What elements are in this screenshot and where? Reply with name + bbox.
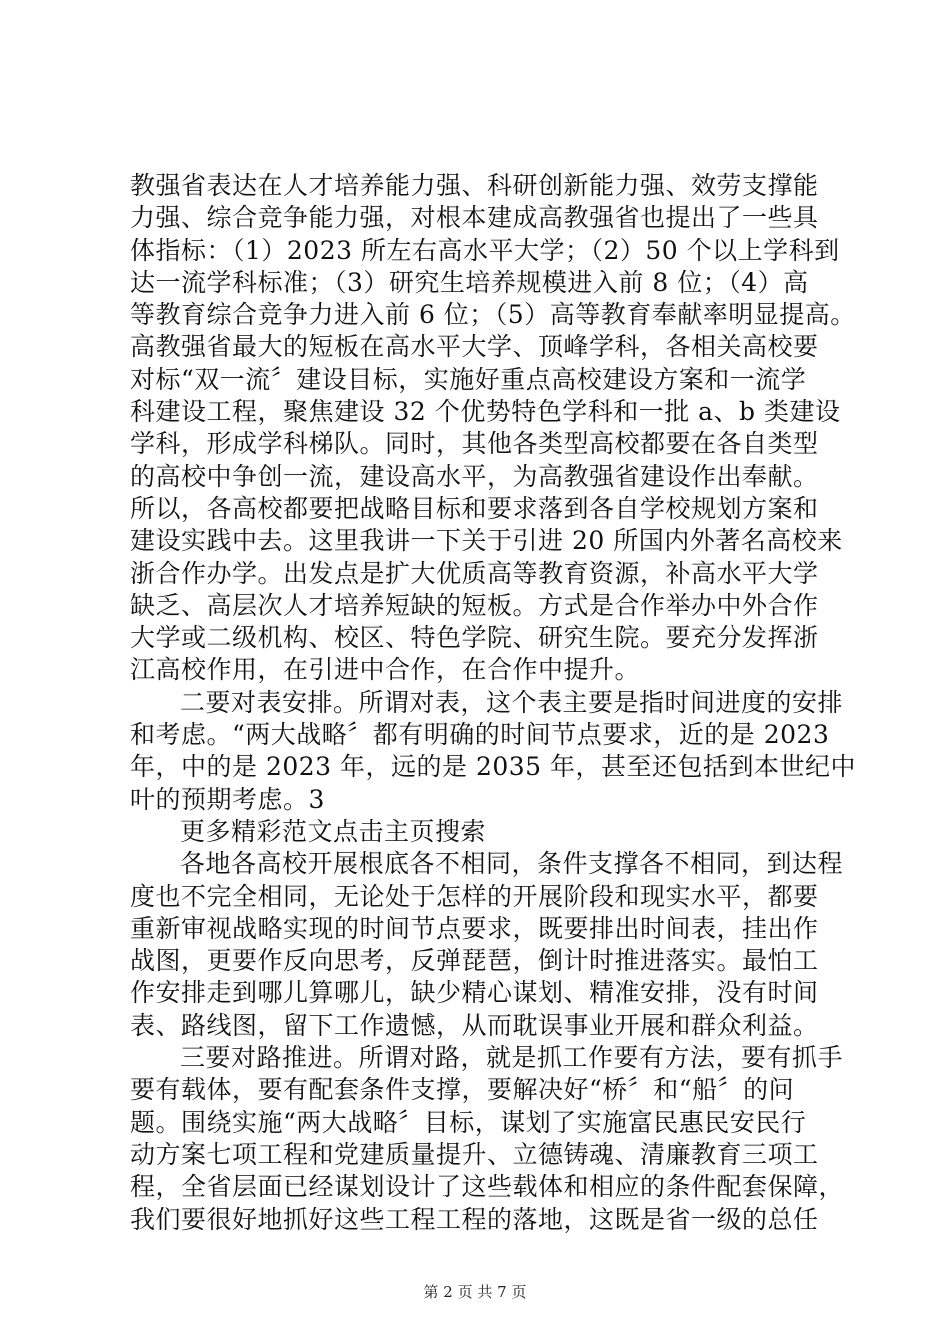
paragraph-start-line: 各地各高校开展根底各不相同，条件支撑各不相同，到达程 xyxy=(180,849,844,879)
text-line: 科建设工程，聚焦建设 32 个优势特色学科和一批 a、b 类建设 xyxy=(130,397,841,427)
text-line: 表、路线图，留下工作遗憾，从而耽误事业开展和群众利益。 xyxy=(130,1010,819,1040)
page-number-footer: 第 2 页 共 7 页 xyxy=(423,1283,527,1301)
text-line: 体指标：（1）2023 所左右高水平大学；（2）50 个以上学科到 xyxy=(130,235,840,265)
paragraph-start-line: 二要对表安排。所谓对表，这个表主要是指时间进度的安排 xyxy=(180,687,844,717)
text-line: 高教强省最大的短板在高水平大学、顶峰学科，各相关高校要 xyxy=(130,332,819,362)
text-line: 达一流学科标准；（3）研究生培养规模进入前 8 位；（4）高 xyxy=(130,267,809,297)
more-articles-note: 更多精彩范文点击主页搜索 xyxy=(180,816,487,846)
text-line: 动方案七项工程和党建质量提升、立德铸魂、清廉教育三项工 xyxy=(130,1139,819,1169)
text-line: 年，中的是 2023 年，远的是 2035 年，甚至还包括到本世纪中 xyxy=(130,752,857,782)
text-line: 大学或二级机构、校区、特色学院、研究生院。要充分发挥浙 xyxy=(130,623,819,653)
text-line: 的高校中争创一流，建设高水平，为高教强省建设作出奉献。 xyxy=(130,461,819,491)
text-line: 叶的预期考虑。3 xyxy=(130,784,325,814)
text-line: 对标“双一流〞建设目标，实施好重点高校建设方案和一流学 xyxy=(130,364,807,394)
text-line: 要有载体，要有配套条件支撑，要解决好“桥〞和“船〞的问 xyxy=(130,1075,795,1105)
text-line: 缺乏、高层次人才培养短缺的短板。方式是合作举办中外合作 xyxy=(130,590,819,620)
text-line: 等教育综合竞争力进入前 6 位；（5）高等教育奉献率明显提高。 xyxy=(130,300,856,330)
text-line: 重新审视战略实现的时间节点要求，既要排出时间表，挂出作 xyxy=(130,913,819,943)
text-line: 题。围绕实施“两大战略〞目标，谋划了实施富民惠民安民行 xyxy=(130,1107,807,1137)
text-line: 所以，各高校都要把战略目标和要求落到各自学校规划方案和 xyxy=(130,493,819,523)
paragraph-start-line: 三要对路推进。所谓对路，就是抓工作要有方法，要有抓手 xyxy=(180,1043,844,1073)
text-line: 学科，形成学科梯队。同时，其他各类型高校都要在各自类型 xyxy=(130,429,819,459)
text-line: 力强、综合竞争能力强，对根本建成高教强省也提出了一些具 xyxy=(130,203,819,233)
text-line: 战图，更要作反向思考，反弹琵琶，倒计时推进落实。最怕工 xyxy=(130,946,819,976)
text-line: 教强省表达在人才培养能力强、科研创新能力强、效劳支撑能 xyxy=(130,171,819,200)
text-line: 程，全省层面已经谋划设计了这些载体和相应的条件配套保障， xyxy=(130,1172,845,1202)
text-line: 度也不完全相同，无论处于怎样的开展阶段和现实水平，都要 xyxy=(130,881,819,911)
text-line: 浙合作办学。出发点是扩大优质高等教育资源，补高水平大学 xyxy=(130,558,819,588)
text-line: 我们要很好地抓好这些工程工程的落地，这既是省一级的总任 xyxy=(130,1204,819,1234)
body-text xyxy=(130,170,857,1236)
text-line: 建设实践中去。这里我讲一下关于引进 20 所国内外著名高校来 xyxy=(130,526,843,556)
text-line: 作安排走到哪儿算哪儿，缺少精心谋划、精准安排，没有时间 xyxy=(130,978,819,1008)
text-line: 和考虑。“两大战略〞都有明确的时间节点要求，近的是 2023 xyxy=(130,720,830,750)
text-line: 江高校作用，在引进中合作，在合作中提升。 xyxy=(130,655,641,685)
